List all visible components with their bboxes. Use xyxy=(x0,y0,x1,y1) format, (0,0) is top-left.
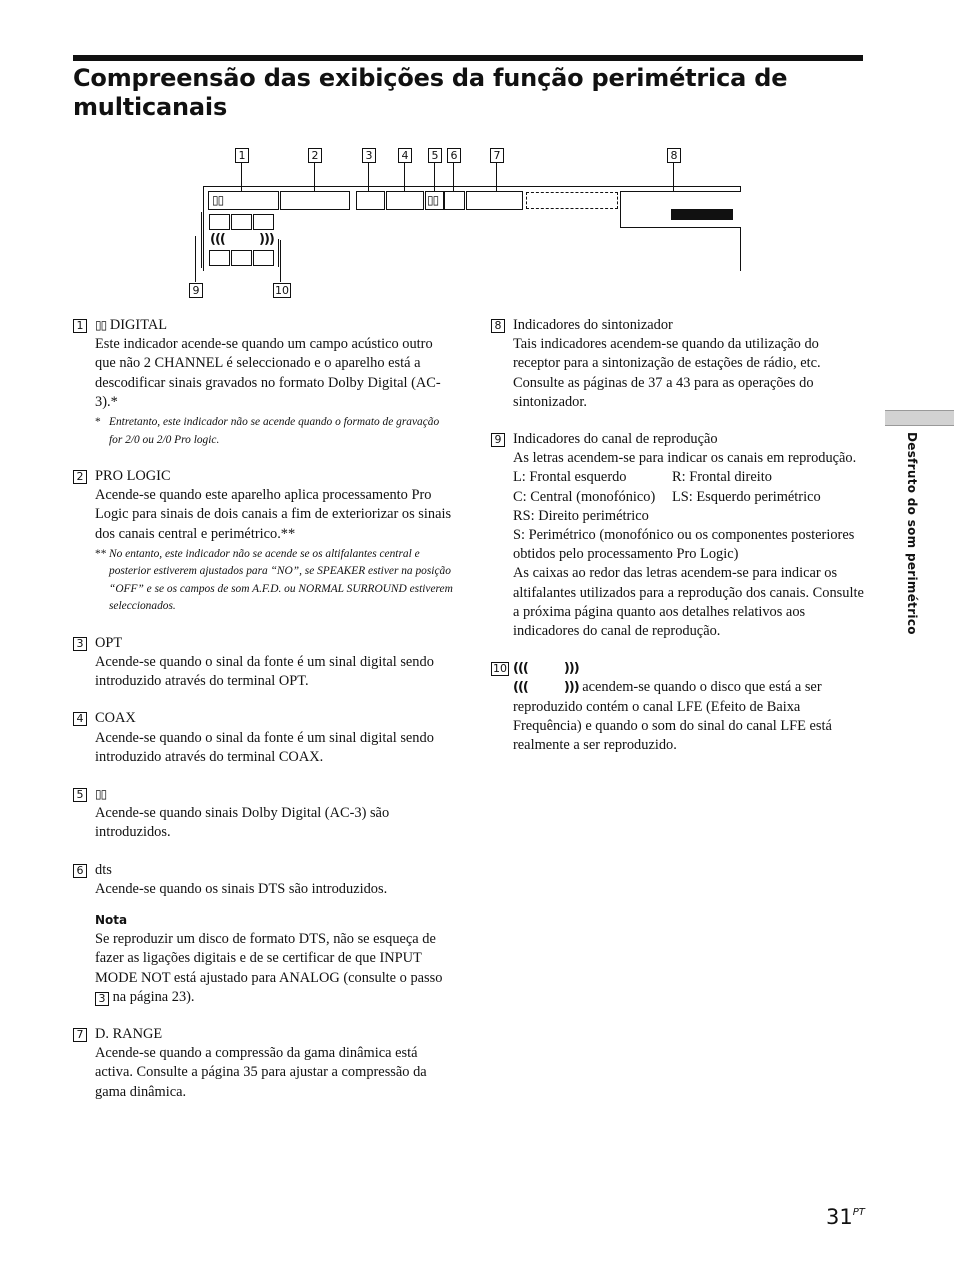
diagram-label-6: 6 xyxy=(447,148,461,163)
item-body: Acende-se quando o sinal da fonte é um sinal digital sendo introduzido através do terminal OPT. xyxy=(95,654,434,690)
item-title: DIGITAL xyxy=(109,317,168,333)
channel-s: S: Perimétrico (monofónico ou os componentes posteriores obtidos pelo processamento Pro Logic) xyxy=(513,527,855,563)
note-heading: Nota xyxy=(95,913,128,928)
item-1 xyxy=(73,316,453,449)
diagram-label-8: 8 xyxy=(667,148,681,163)
item-body: ((( ))) acendem-se quando o disco que está a ser reproduzido contém o canal LFE (Efeito de Baixa Frequência) e quando o som do sinal do canal LFE está realmente a ser reproduzido. xyxy=(513,679,832,754)
item-body: Acende-se quando a compressão da gama dinâmica está activa. Consulte a página 35 para ajustar a compressão da gama dinâmica. xyxy=(95,1045,427,1100)
display-panel xyxy=(203,186,741,271)
footnote: * Entretanto, este indicador não se acende quando o formato de gravação for 2/0 ou 2/0 Pro logic. xyxy=(95,416,440,446)
lfe-left-icon: ((( xyxy=(513,661,528,677)
channel-box-s xyxy=(231,250,252,266)
item-body: Acende-se quando o sinal da fonte é um sinal digital sendo introduzido através do terminal COAX. xyxy=(95,729,434,765)
pro-logic-indicator xyxy=(280,191,350,210)
channel-box-ls xyxy=(209,250,230,266)
coax-indicator xyxy=(386,191,424,210)
item-title: OPT xyxy=(95,634,123,651)
dolby-icon: ▯▯ xyxy=(95,318,107,332)
item-4 xyxy=(73,709,453,767)
item-number: 1 xyxy=(73,319,87,333)
d-range-indicator xyxy=(466,191,523,210)
right-column xyxy=(491,316,866,773)
item-7 xyxy=(73,1025,453,1102)
page-title: Compreensão das exibições da função perimétrica de multicanais xyxy=(73,64,788,121)
item-10 xyxy=(491,659,866,755)
diagram-label-2: 2 xyxy=(308,148,322,163)
item-title: dts xyxy=(95,861,112,878)
page-number: $31^{PT}$ xyxy=(826,1205,865,1229)
bracket-line xyxy=(201,212,202,268)
diagram-label-5: 5 xyxy=(428,148,442,163)
diagram-label-3: 3 xyxy=(362,148,376,163)
lfe-right-icon: ))) xyxy=(259,232,274,247)
lfe-left-icon: ((( xyxy=(210,232,225,247)
item-body: Este indicador acende-se quando um campo acústico outro que não 2 CHANNEL é seleccionado e o aparelho está a descodificar sinais gravados no formato Dolby Digital (AC-3).* xyxy=(95,336,441,410)
diagram-label-4: 4 xyxy=(398,148,412,163)
item-title: COAX xyxy=(95,710,136,727)
step-number: 3 xyxy=(95,992,109,1006)
dolby-symbol: ▯▯ xyxy=(212,193,224,207)
item-number: 7 xyxy=(73,1028,87,1042)
diagram-label-10: 10 xyxy=(275,284,289,297)
lfe-right-icon: ))) xyxy=(563,661,579,677)
channel-box-r xyxy=(253,214,274,230)
item-number: 5 xyxy=(73,788,87,802)
left-column xyxy=(73,316,453,1120)
channel-rs: RS: Direito perimétrico xyxy=(513,507,649,524)
item-title: Indicadores do sintonizador xyxy=(513,317,673,333)
digital-indicator xyxy=(208,191,279,210)
item-body: Tais indicadores acendem-se quando da utilização do receptor para a sintonização de estações de rádio, etc. Consulte as páginas de 37 a 43 para as operações do sintonizador. xyxy=(513,336,821,410)
item-number: 2 xyxy=(73,470,87,484)
item-body: Acende-se quando sinais Dolby Digital (AC-3) são introduzidos. xyxy=(95,805,390,841)
channel-box-rs xyxy=(253,250,274,266)
diagram-label-9: 9 xyxy=(189,283,203,298)
diagram-label-7: 7 xyxy=(490,148,504,163)
channel-pair: C: Central (monofónico) LS: Esquerdo perimétrico xyxy=(513,488,821,505)
section-tab xyxy=(885,410,954,426)
item-number: 3 xyxy=(73,637,87,651)
item-title: Indicadores do canal de reprodução xyxy=(513,431,718,448)
item-number: 10 xyxy=(493,662,507,676)
diagram-label-1: 1 xyxy=(235,148,249,163)
top-rule xyxy=(73,55,863,61)
section-label: Desfruto do som perimétrico xyxy=(905,432,919,635)
channel-pair: L: Frontal esquerdo R: Frontal direito xyxy=(513,469,772,486)
tuner-segment xyxy=(671,209,733,220)
item-6 xyxy=(73,861,453,1007)
item-number: 4 xyxy=(73,712,87,726)
display-diagram xyxy=(185,140,745,310)
tuner-indicators xyxy=(620,191,741,228)
channel-box-c xyxy=(231,214,252,230)
item-number: 9 xyxy=(491,433,505,447)
channel-box-l xyxy=(209,214,230,230)
dolby-symbol: ▯▯ xyxy=(427,193,439,207)
item-body: As caixas ao redor das letras acendem-se para indicar os altifalantes utilizados para a reprodução dos canais. Consulte a próxima página quanto aos detalhes relativos aos indicadores do canal de reprodução. xyxy=(513,565,864,640)
item-9 xyxy=(491,430,866,641)
dolby-indicator xyxy=(425,191,444,210)
note-body: Se reproduzir um disco de formato DTS, não se esqueça de fazer as ligações digitais e de se certificar de que INPUT MODE NOT está ajustado para ANALOG (consulte o passo 3 na página 23). xyxy=(95,931,443,1005)
tuner-dashed-area xyxy=(526,192,618,209)
item-intro: As letras acendem-se para indicar os canais em reprodução. xyxy=(513,450,857,467)
item-2 xyxy=(73,467,453,616)
item-title: D. RANGE xyxy=(95,1026,163,1043)
item-5 xyxy=(73,785,453,843)
bracket-line xyxy=(278,239,279,267)
item-title: PRO LOGIC xyxy=(95,468,171,485)
item-8 xyxy=(491,316,866,412)
item-body: Acende-se quando este aparelho aplica processamento Pro Logic para sinais de dois canais a fim de exteriorizar os sinais dos canais central e perimétrico.** xyxy=(95,487,452,542)
dts-indicator xyxy=(444,191,465,210)
item-body: Acende-se quando os sinais DTS são introduzidos. xyxy=(95,880,388,897)
item-number: 8 xyxy=(491,319,505,333)
opt-indicator xyxy=(356,191,385,210)
dolby-icon: ▯▯ xyxy=(95,787,107,802)
item-number: 6 xyxy=(73,864,87,878)
leader-line xyxy=(195,236,196,282)
item-3 xyxy=(73,634,453,692)
footnote: ** No entanto, este indicador não se acende se os altifalantes central e posterior estiverem ajustados para “NO”, se SPEAKER estiver na posição “OFF” e se os campos de som A.F.D. ou NORMAL SURROUND estiverem seleccionados. xyxy=(95,547,453,613)
